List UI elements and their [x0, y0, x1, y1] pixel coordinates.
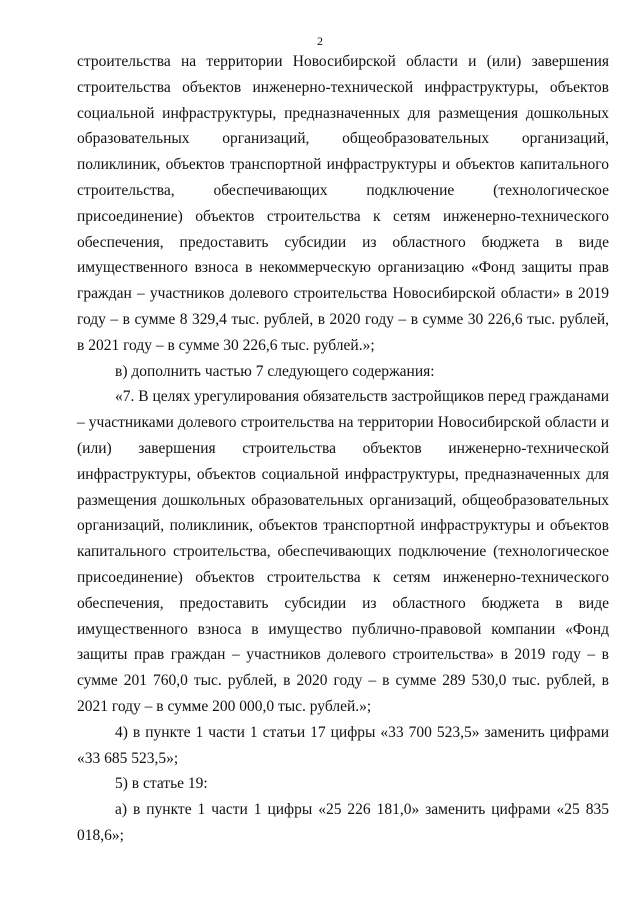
paragraph-item-5a: а) в пункте 1 части 1 цифры «25 226 181,0» заменить цифрами «25 835 018,6»; — [77, 801, 609, 844]
paragraph-part-7: «7. В целях урегулирования обязательств застройщиков перед гражданами – участниками долевого строительства на территории Новосибирской области и (или) завершения строительства объектов инженерно-технической инфраструктуры, объектов социальной инфраструктуры, предназначенных для размещения дошкольных образовательных организаций, общеобразовательных организаций, поликлиник, объектов транспортной инфраструктуры и объектов капитального строительства, обеспечивающих подключение (технологическое присоединение) объектов строительства к сетям инженерно-технического обеспечения, предоставить субсидии из областного бюджета в виде имущественного взноса в имущество публично-правовой компании «Фонд защиты прав граждан – участников долевого строительства» в 2019 году – в сумме 201 760,0 тыс. рублей, в 2020 году – в сумме 289 530,0 тыс. рублей, в 2021 году – в сумме 200 000,0 тыс. рублей.»; — [77, 388, 609, 715]
page-number: 2 — [317, 34, 323, 48]
paragraph-continuation: строительства на территории Новосибирской области и (или) завершения строительства объектов инженерно-технической инфраструктуры, объектов социальной инфраструктуры, предназначенных для размещения дошкольных образовательных организаций, общеобразовательных организаций, поликлиник, объектов транспортной инфраструктуры и объектов капитального строительства, обеспечивающих подключение (технологическое присоединение) объектов строительства к сетям инженерно-технического обеспечения, предоставить субсидии из областного бюджета в виде имущественного взноса в некоммерческую организацию «Фонд защиты прав граждан – участников долевого строительства Новосибирской области» в 2019 году – в сумме 8 329,4 тыс. рублей, в 2020 году – в сумме 30 226,6 тыс. рублей, в 2021 году – в сумме 30 226,6 тыс. рублей.»; — [77, 53, 609, 354]
paragraph-item-v: в) дополнить частью 7 следующего содержания: — [115, 362, 435, 380]
paragraph-item-4: 4) в пункте 1 части 1 статьи 17 цифры «33 700 523,5» заменить цифрами «33 685 523,5»; — [77, 723, 609, 767]
paragraph-item-5: 5) в статье 19: — [115, 775, 208, 793]
document-body — [77, 49, 609, 849]
